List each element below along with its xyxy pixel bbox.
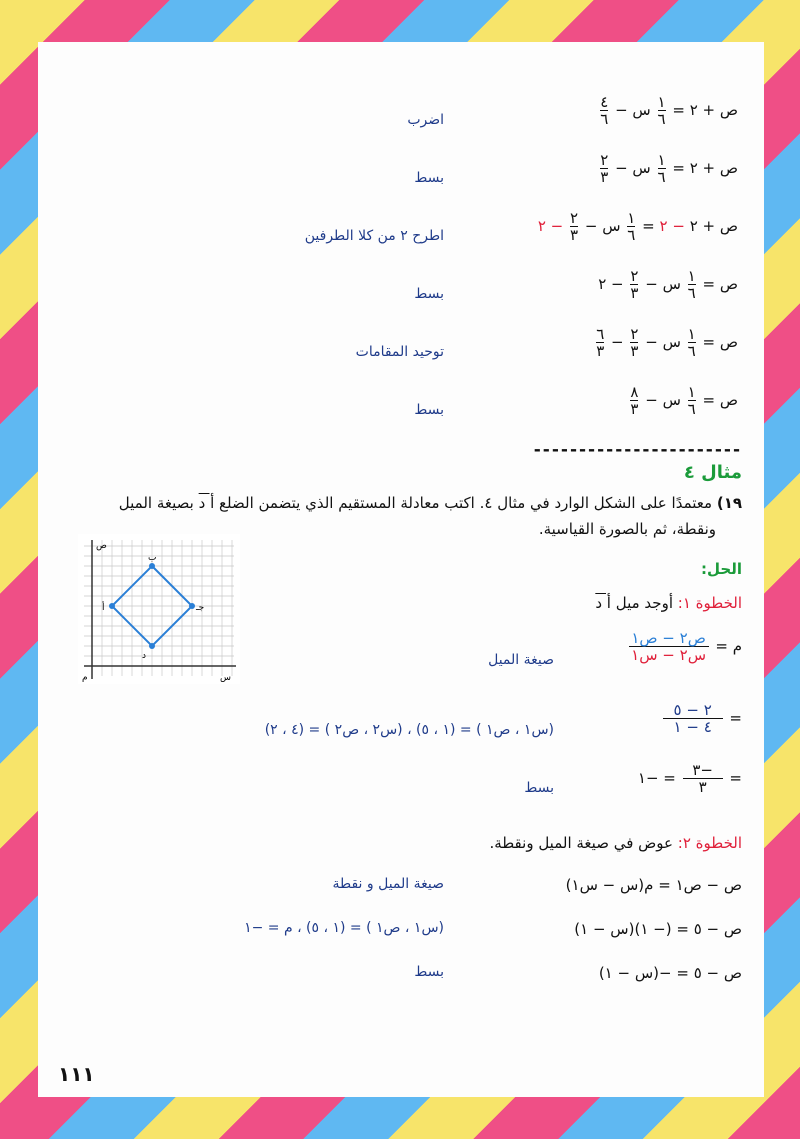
step1-label: الخطوة ١: bbox=[677, 594, 742, 612]
point-top bbox=[149, 563, 155, 569]
step-row-3: ص + ٢ − ٢ = $\frac{١}{٦}$ س − $\frac{٢}{٣}$ − ٢ bbox=[537, 209, 738, 244]
step-lhs: ص + ٢ = bbox=[672, 101, 738, 119]
slope-m: م = bbox=[715, 637, 742, 655]
label-left: أ bbox=[102, 603, 105, 613]
dashed-divider: ----------------------- bbox=[533, 440, 742, 460]
step-note-5: توحيد المقامات bbox=[355, 344, 444, 360]
step-note-4: بسط bbox=[414, 286, 444, 302]
problem-text-3: ونقطة، ثم بالصورة القياسية. bbox=[538, 520, 716, 538]
ps-note-1: صيغة الميل و نقطة bbox=[332, 876, 444, 892]
problem-number: ١٩) bbox=[716, 494, 742, 512]
problem-segment: أ د bbox=[198, 494, 215, 512]
step2-line bbox=[489, 834, 742, 852]
points-note: (س١ ، ص١ ) = (١ ، ٥) ، (س٢ ، ص٢ ) = (٤ ، ٢) bbox=[264, 722, 554, 738]
step-row-4: ص = $\frac{١}{٦}$ س − $\frac{٢}{٣}$ − ٢ bbox=[598, 267, 738, 302]
problem-text-1: معتمدًا على الشكل الوارد في مثال ٤. اكتب معادلة المستقيم الذي يتضمن الضلع bbox=[219, 494, 713, 512]
step-note-3: اطرح ٢ من كلا الطرفين bbox=[304, 228, 444, 244]
const-fraction: $\frac{٤}{٦}$ bbox=[600, 93, 609, 128]
point-right bbox=[189, 603, 195, 609]
ps-row-3: ص − ٥ = −(س − ١) bbox=[598, 964, 742, 982]
solution-label: الحل: bbox=[701, 560, 742, 578]
step1-line bbox=[595, 594, 742, 612]
slope-formula bbox=[627, 630, 742, 663]
page-number: ١١١ bbox=[58, 1062, 95, 1086]
slope-numerator: ص٢ − ص١ bbox=[631, 629, 706, 647]
ps-note-2: (س١ ، ص١ ) = (١ ، ٥) ، م = −١ bbox=[244, 920, 444, 936]
step-note-1: اضرب bbox=[407, 112, 444, 128]
step-note-6: بسط bbox=[414, 402, 444, 418]
step-row-6: ص = $\frac{١}{٦}$ س − $\frac{٨}{٣}$ bbox=[630, 383, 738, 418]
slope-note: صيغة الميل bbox=[488, 652, 554, 668]
slope-substitution: = $\frac{٢ - ٥}{٤ - ١}$ bbox=[661, 702, 742, 735]
label-right: جـ bbox=[196, 603, 205, 613]
x-fraction: $\frac{١}{٦}$ bbox=[657, 93, 666, 128]
step-row-1 bbox=[598, 94, 738, 127]
ps-note-3: بسط bbox=[414, 964, 444, 980]
point-left bbox=[109, 603, 115, 609]
coordinate-figure bbox=[78, 534, 240, 684]
step1-segment: أ د bbox=[595, 594, 611, 612]
problem-text-2: بصيغة الميل bbox=[118, 494, 194, 512]
origin-label: م bbox=[82, 673, 88, 683]
label-top: ب bbox=[148, 553, 157, 563]
step-note-2: بسط bbox=[414, 170, 444, 186]
axis-x-label: س bbox=[220, 673, 231, 683]
page bbox=[38, 42, 764, 1097]
step-row-5: ص = $\frac{١}{٦}$ س − $\frac{٢}{٣}$ − $\frac{٦}{٣}$ bbox=[596, 325, 738, 360]
point-bottom bbox=[149, 643, 155, 649]
step-row-2: ص + ٢ = $\frac{١}{٦}$ س − $\frac{٢}{٣}$ bbox=[600, 151, 738, 186]
ps-row-2: ص − ٥ = (− ١)(س − ١) bbox=[574, 920, 742, 938]
example-title: مثال ٤ bbox=[683, 462, 742, 483]
x-var: س − bbox=[615, 101, 651, 119]
ps-row-1: ص − ص١ = م(س − س١) bbox=[565, 876, 742, 894]
slope-result: = $\frac{-٣}{٣}$ = −١ bbox=[637, 761, 742, 796]
step1-text: أوجد ميل bbox=[615, 594, 673, 612]
label-bottom: د bbox=[142, 651, 147, 661]
simplify-note: بسط bbox=[524, 780, 554, 796]
slope-denominator: س٢ − س١ bbox=[629, 646, 709, 663]
step2-text: عوض في صيغة الميل ونقطة. bbox=[489, 834, 673, 852]
step2-label: الخطوة ٢: bbox=[677, 834, 742, 852]
slope-result-value: = −١ bbox=[637, 769, 676, 787]
axis-y-label: ص bbox=[96, 541, 107, 551]
